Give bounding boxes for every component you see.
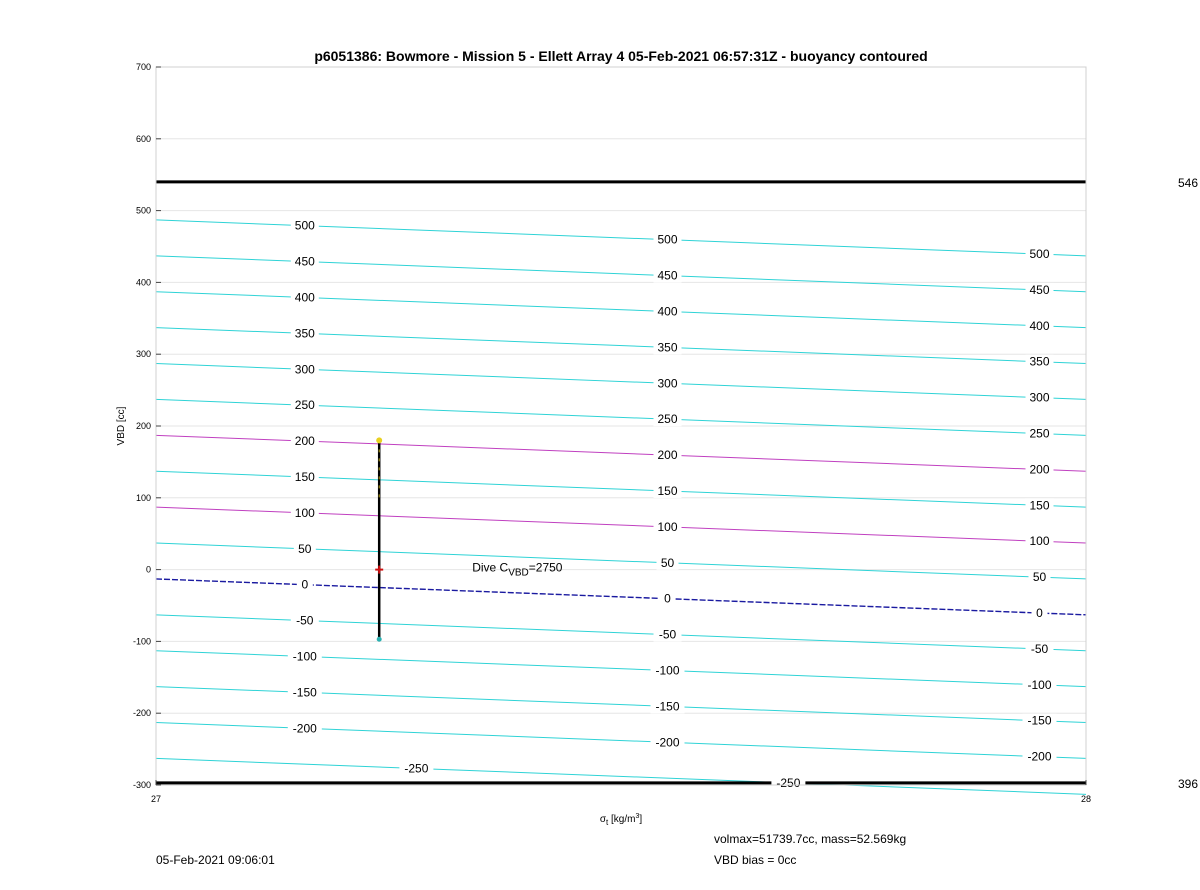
dive-cvbd-value: =2750 xyxy=(528,560,563,575)
contour-label-450-0: 450 xyxy=(294,254,315,269)
contour-label-350-2: 350 xyxy=(1029,354,1050,369)
y-tick-label-10: -300 xyxy=(132,780,151,790)
contour-label--200-2: -200 xyxy=(1027,749,1052,764)
x-axis-label xyxy=(600,813,643,827)
y-tick-label-5: 200 xyxy=(135,421,151,431)
y-tick-label-2: 500 xyxy=(135,205,151,216)
y-tick-label-6: 100 xyxy=(135,492,151,503)
y-tick-label-9: -200 xyxy=(132,708,151,719)
contour-label-400-0: 400 xyxy=(294,290,315,305)
contour-label-450-1: 450 xyxy=(657,268,678,283)
contour-label-150-1: 150 xyxy=(657,483,678,498)
contour-label-200-2: 200 xyxy=(1029,462,1050,477)
contour-label--100-0: -100 xyxy=(292,649,317,664)
x-axis-label-unit-power: 3 xyxy=(635,813,640,820)
x-axis-label-symbol: σ xyxy=(599,814,607,825)
contour-label-500-1: 500 xyxy=(657,232,678,247)
contour-label--250-1: -250 xyxy=(776,775,801,790)
contour-label--100-1: -100 xyxy=(655,663,680,678)
contour-label-400-1: 400 xyxy=(657,304,678,319)
contour-label-50-2: 50 xyxy=(1032,570,1047,585)
contour-label-500-0: 500 xyxy=(294,218,315,233)
contour-label-200-1: 200 xyxy=(657,448,678,463)
contour-label--50-2: -50 xyxy=(1030,641,1049,656)
contour-label--200-1: -200 xyxy=(655,735,680,750)
x-axis-label-subscript: t xyxy=(606,818,609,827)
y-axis-label: VBD [cc] xyxy=(116,406,127,446)
contour-label--200-0: -200 xyxy=(292,721,317,736)
contour-label-300-0: 300 xyxy=(294,362,315,377)
contour-label-50-0: 50 xyxy=(298,541,312,556)
x-tick-label-0: 27 xyxy=(150,794,162,804)
contour-label--100-2: -100 xyxy=(1027,677,1052,692)
dive-cvbd-prefix: Dive C xyxy=(472,560,509,575)
y-tick-label-4: 300 xyxy=(135,349,151,360)
contour-label-50-1: 50 xyxy=(660,555,675,570)
footer-vbd-bias: VBD bias = 0cc xyxy=(714,853,797,867)
contour-label-200-0: 200 xyxy=(294,434,315,449)
dive-bottom-marker xyxy=(377,637,382,642)
contour-label--150-1: -150 xyxy=(655,699,680,714)
footer-timestamp: 05-Feb-2021 09:06:01 xyxy=(156,853,275,867)
footer-volmax-mass: volmax=51739.7cc, mass=52.569kg xyxy=(714,832,907,846)
contour-label-500-2: 500 xyxy=(1029,247,1050,262)
dive-top-marker xyxy=(376,437,382,443)
contour-label-350-1: 350 xyxy=(657,340,678,355)
limit-label-1: 396 xyxy=(1178,776,1199,791)
y-tick-label-1: 600 xyxy=(135,133,151,144)
contour-label-0-1: 0 xyxy=(664,591,671,606)
contour-label--150-2: -150 xyxy=(1027,713,1052,728)
contour-label-450-2: 450 xyxy=(1029,282,1050,297)
contour-label-300-2: 300 xyxy=(1029,390,1050,405)
contour-label-400-2: 400 xyxy=(1029,318,1050,333)
contour-label-0-0: 0 xyxy=(301,577,309,592)
contour-label-350-0: 350 xyxy=(294,326,315,341)
contour-label-100-0: 100 xyxy=(294,505,315,520)
x-tick-label-1: 28 xyxy=(1080,794,1092,804)
y-tick-label-8: -100 xyxy=(132,636,151,647)
chart-title: p6051386: Bowmore - Mission 5 - Ellett Array 4 05-Feb-2021 06:57:31Z - buoyancy contoured xyxy=(314,48,928,64)
contour-label-250-1: 250 xyxy=(657,412,678,427)
y-tick-label-0: 700 xyxy=(135,62,151,72)
contour-label--250-0: -250 xyxy=(404,761,429,776)
contour-label--150-0: -150 xyxy=(292,685,317,700)
y-tick-label-3: 400 xyxy=(135,277,151,288)
y-tick-label-7: 0 xyxy=(145,564,151,575)
contour-label--50-1: -50 xyxy=(658,627,677,642)
contour-label-250-0: 250 xyxy=(294,398,315,413)
contour-label-300-1: 300 xyxy=(657,376,678,391)
x-axis-label-unit-close: ] xyxy=(639,814,643,825)
contour-label-250-2: 250 xyxy=(1029,426,1050,441)
limit-label-0: 546 xyxy=(1178,175,1199,190)
contour-label-0-2: 0 xyxy=(1036,606,1043,621)
contour-label-100-1: 100 xyxy=(657,519,678,534)
contour-label-150-0: 150 xyxy=(294,469,315,484)
dive-cvbd-subscript: VBD xyxy=(508,567,529,579)
x-axis-label-unit: [kg/m xyxy=(608,814,636,825)
contour-label-100-2: 100 xyxy=(1029,534,1050,549)
contour-label--50-0: -50 xyxy=(296,613,314,628)
contour-label-150-2: 150 xyxy=(1029,498,1050,513)
